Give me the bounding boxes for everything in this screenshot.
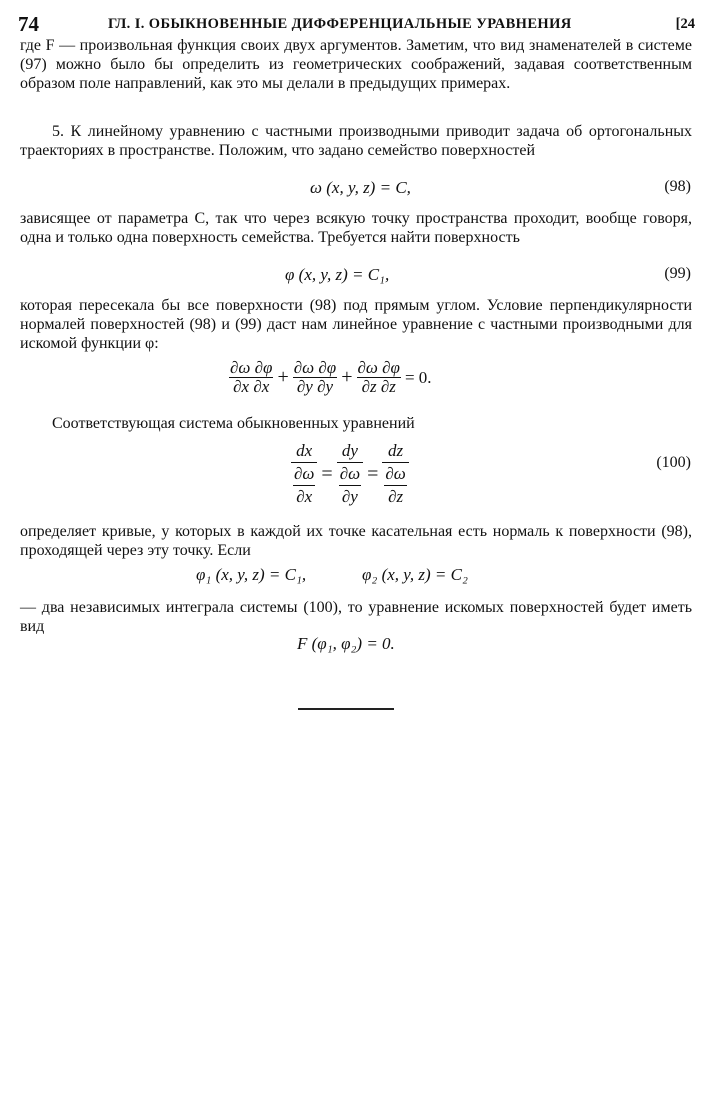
equation-98-number: (98)	[664, 178, 691, 195]
equation-100-number: (100)	[656, 454, 691, 471]
pde-term-2: $\frac{\partial\omega \partial\varphi}{\partial y \partial y}$	[293, 358, 337, 396]
equation-98-body: ω (x, y, z) = C,	[310, 178, 411, 197]
final-equation-body: F (φ₁, φ₂) = 0.	[297, 634, 395, 653]
integral-2: φ₂ (x, y, z) = C₂	[362, 565, 468, 584]
eq100-fraction-x: $\frac{dx}{\frac{\partial\omega}{\partial x}}$	[291, 440, 317, 508]
page-number: 74	[18, 12, 39, 36]
equation-99-number: (99)	[664, 265, 691, 282]
pde-term-1: $\frac{\partial\omega \partial\varphi}{\partial x \partial x}$	[230, 358, 273, 396]
paragraph-5: Соответствующая система обыкновенных уравнений	[52, 415, 415, 432]
page-header	[18, 12, 695, 36]
paragraph-6: определяет кривые, у которых в каждой их точке касательная есть нормаль к поверхности (98), проходящей через эту точку. Если	[20, 523, 692, 560]
paragraph-2: 5. К линейному уравнению с частными производными приводит задача об ортогональных траекториях в пространстве. Положим, что задано семейство поверхностей	[20, 123, 692, 160]
book-page: 74 ГЛ. I. ОБЫКНОВЕННЫЕ ДИФФЕРЕНЦИАЛЬНЫЕ УРАВНЕНИЯ [24 где F — произвольная функция своих двух аргументов. Заметим, что вид знаменателей в системе (97) можно было бы определить из геометрических соображений, задавая соответственным образом поле направлений, как это мы делали в предыдущих примерах. 5. К линейному уравнению с частными производными приводит задача об ортогональных траекториях в пространстве. Положим, что задано семейство поверхностей ω (x, y, z) = C, (98) зависящее от параметра C, так что через всякую точку пространства проходит, вообще говоря, одна и только одна поверхность семейства. Требуется найти поверхность φ (x, y, z) = C₁, (99) которая пересекала бы все поверхности (98) под прямым углом. Условие перпендикулярности нормалей поверхностей (98) и (99) даст нам линейное уравнение с частными производными для искомой функции φ: $\frac{\partial\omega \partial\varphi}{\partial x \partial x}$ + $\frac{\partial\omega \partial\varphi}{\partial y \partial y}$ + $\frac{\partial\omega \partial\varphi}{\partial z \partial z}$ = 0. Соответствующая система обыкновенных уравнений $\frac{dx}{\frac{\partial\omega}{\partial x}}$ = $\frac{dy}{\frac{\partial\omega}{\partial y}}$ = $\frac{dz}{\frac{\partial\omega}{\partial z}}$ (100) определяет кривые, у которых в каждой их точке касательная есть нормаль к поверхности (98), проходящей через эту точку. Если φ₁ (x, y, z) = C₁, φ₂ (x, y, z) = C₂ — два независимых интеграла системы (100), то уравнение искомых поверхностей будет иметь вид F (φ₁, φ₂) = 0.	[0, 0, 717, 1100]
eq100-fraction-z: $\frac{dz}{\frac{\partial\omega}{\partial z}}$	[382, 440, 408, 508]
paragraph-7: — два независимых интеграла системы (100), то уравнение искомых поверхностей будет иметь вид	[20, 599, 692, 636]
running-title: ГЛ. I. ОБЫКНОВЕННЫЕ ДИФФЕРЕНЦИАЛЬНЫЕ УРАВНЕНИЯ	[108, 16, 572, 32]
paragraph-1: где F — произвольная функция своих двух аргументов. Заметим, что вид знаменателей в системе (97) можно было бы определить из геометрических соображений, задавая соответственным образом поле направлений, как это мы делали в предыдущих примерах.	[20, 37, 692, 93]
paragraph-4: которая пересекала бы все поверхности (98) под прямым углом. Условие перпендикулярности нормалей поверхностей (98) и (99) даст нам линейное уравнение с частными производными для искомой функции φ:	[20, 297, 692, 353]
integral-1: φ₁ (x, y, z) = C₁,	[196, 565, 307, 584]
equation-99-body: φ (x, y, z) = C₁,	[285, 265, 390, 284]
eq100-fraction-y: $\frac{dy}{\frac{\partial\omega}{\partial y}}$	[337, 440, 363, 508]
section-number: [24	[675, 16, 695, 32]
pde-term-3: $\frac{\partial\omega \partial\varphi}{\partial z \partial z}$	[357, 358, 400, 396]
pde-rhs: = 0.	[404, 367, 432, 387]
end-rule	[298, 708, 394, 710]
paragraph-3: зависящее от параметра C, так что через всякую точку пространства проходит, вообще говоря, одна и только одна поверхность семейства. Требуется найти поверхность	[20, 210, 692, 247]
